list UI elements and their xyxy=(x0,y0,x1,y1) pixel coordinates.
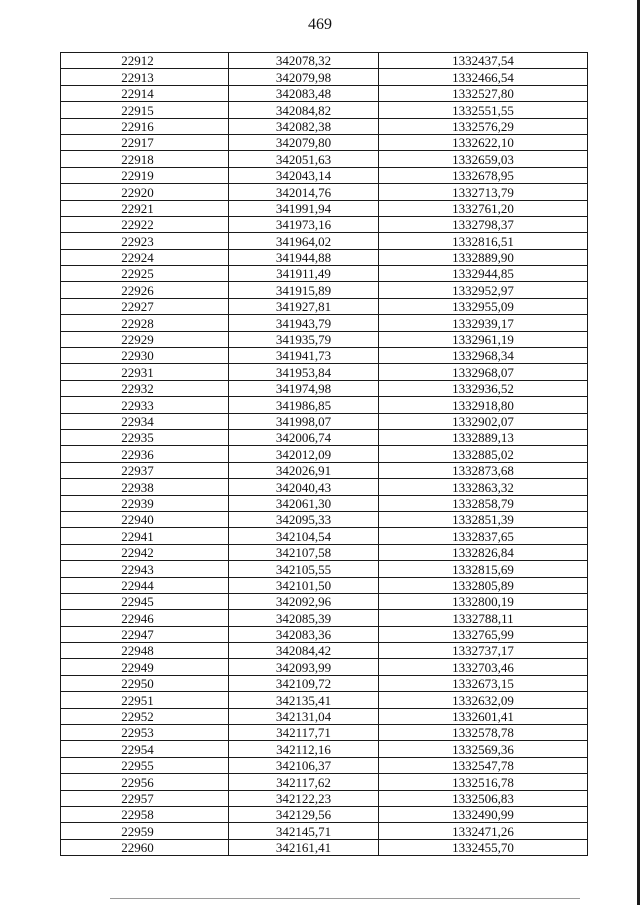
x-coordinate-cell: 342006,74 xyxy=(229,429,379,445)
x-coordinate-cell: 342105,55 xyxy=(229,561,379,577)
table-row xyxy=(61,69,588,85)
y-coordinate-cell: 1332490,99 xyxy=(379,806,588,822)
point-number-cell: 22922 xyxy=(61,216,229,232)
y-coordinate-cell: 1332601,41 xyxy=(379,708,588,724)
point-number-cell: 22936 xyxy=(61,446,229,462)
table-row xyxy=(61,282,588,298)
y-coordinate-cell: 1332798,37 xyxy=(379,216,588,232)
page-number: 469 xyxy=(308,16,332,33)
table-row xyxy=(61,331,588,347)
x-coordinate-cell: 341998,07 xyxy=(229,413,379,429)
y-coordinate-cell: 1332713,79 xyxy=(379,184,588,200)
point-number-cell: 22939 xyxy=(61,495,229,511)
table-row xyxy=(61,167,588,183)
table-row xyxy=(61,118,588,134)
scan-edge-bottom xyxy=(110,898,580,899)
x-coordinate-cell: 342107,58 xyxy=(229,544,379,560)
x-coordinate-cell: 342161,41 xyxy=(229,839,379,855)
y-coordinate-cell: 1332547,78 xyxy=(379,757,588,773)
table-row xyxy=(61,561,588,577)
y-coordinate-cell: 1332788,11 xyxy=(379,610,588,626)
table-row xyxy=(61,643,588,659)
x-coordinate-cell: 342112,16 xyxy=(229,741,379,757)
y-coordinate-cell: 1332918,80 xyxy=(379,397,588,413)
point-number-cell: 22917 xyxy=(61,134,229,150)
y-coordinate-cell: 1332826,84 xyxy=(379,544,588,560)
point-number-cell: 22923 xyxy=(61,233,229,249)
x-coordinate-cell: 342061,30 xyxy=(229,495,379,511)
point-number-cell: 22928 xyxy=(61,315,229,331)
point-number-cell: 22925 xyxy=(61,266,229,282)
x-coordinate-cell: 342104,54 xyxy=(229,528,379,544)
y-coordinate-cell: 1332939,17 xyxy=(379,315,588,331)
x-coordinate-cell: 342043,14 xyxy=(229,167,379,183)
x-coordinate-cell: 341974,98 xyxy=(229,380,379,396)
x-coordinate-cell: 342129,56 xyxy=(229,806,379,822)
y-coordinate-cell: 1332678,95 xyxy=(379,167,588,183)
table-row xyxy=(61,266,588,282)
x-coordinate-cell: 341935,79 xyxy=(229,331,379,347)
x-coordinate-cell: 342117,71 xyxy=(229,725,379,741)
point-number-cell: 22938 xyxy=(61,479,229,495)
point-number-cell: 22912 xyxy=(61,53,229,69)
table-row xyxy=(61,495,588,511)
point-number-cell: 22956 xyxy=(61,774,229,790)
y-coordinate-cell: 1332885,02 xyxy=(379,446,588,462)
y-coordinate-cell: 1332902,07 xyxy=(379,413,588,429)
x-coordinate-cell: 342026,91 xyxy=(229,462,379,478)
table-row xyxy=(61,511,588,527)
x-coordinate-cell: 341911,49 xyxy=(229,266,379,282)
y-coordinate-cell: 1332516,78 xyxy=(379,774,588,790)
point-number-cell: 22951 xyxy=(61,692,229,708)
point-number-cell: 22931 xyxy=(61,364,229,380)
table-row xyxy=(61,790,588,806)
y-coordinate-cell: 1332955,09 xyxy=(379,298,588,314)
table-row xyxy=(61,544,588,560)
y-coordinate-cell: 1332578,78 xyxy=(379,725,588,741)
y-coordinate-cell: 1332506,83 xyxy=(379,790,588,806)
table-row xyxy=(61,429,588,445)
y-coordinate-cell: 1332765,99 xyxy=(379,626,588,642)
table-row xyxy=(61,626,588,642)
point-number-cell: 22932 xyxy=(61,380,229,396)
x-coordinate-cell: 341973,16 xyxy=(229,216,379,232)
table-row xyxy=(61,413,588,429)
point-number-cell: 22959 xyxy=(61,823,229,839)
y-coordinate-cell: 1332527,80 xyxy=(379,85,588,101)
point-number-cell: 22919 xyxy=(61,167,229,183)
y-coordinate-cell: 1332944,85 xyxy=(379,266,588,282)
y-coordinate-cell: 1332805,89 xyxy=(379,577,588,593)
table-row xyxy=(61,593,588,609)
table-row xyxy=(61,577,588,593)
y-coordinate-cell: 1332936,52 xyxy=(379,380,588,396)
point-number-cell: 22933 xyxy=(61,397,229,413)
table-row xyxy=(61,348,588,364)
y-coordinate-cell: 1332622,10 xyxy=(379,134,588,150)
table-row xyxy=(61,184,588,200)
coordinates-table-container xyxy=(60,52,587,856)
y-coordinate-cell: 1332837,65 xyxy=(379,528,588,544)
table-row xyxy=(61,249,588,265)
y-coordinate-cell: 1332873,68 xyxy=(379,462,588,478)
point-number-cell: 22946 xyxy=(61,610,229,626)
point-number-cell: 22953 xyxy=(61,725,229,741)
table-row xyxy=(61,233,588,249)
table-row xyxy=(61,823,588,839)
y-coordinate-cell: 1332968,34 xyxy=(379,348,588,364)
x-coordinate-cell: 342079,80 xyxy=(229,134,379,150)
point-number-cell: 22960 xyxy=(61,839,229,855)
table-row xyxy=(61,839,588,855)
table-row xyxy=(61,757,588,773)
x-coordinate-cell: 341964,02 xyxy=(229,233,379,249)
x-coordinate-cell: 342106,37 xyxy=(229,757,379,773)
table-row xyxy=(61,692,588,708)
point-number-cell: 22942 xyxy=(61,544,229,560)
x-coordinate-cell: 342084,82 xyxy=(229,102,379,118)
table-row xyxy=(61,446,588,462)
x-coordinate-cell: 342084,42 xyxy=(229,643,379,659)
point-number-cell: 22921 xyxy=(61,200,229,216)
point-number-cell: 22955 xyxy=(61,757,229,773)
table-row xyxy=(61,364,588,380)
point-number-cell: 22915 xyxy=(61,102,229,118)
y-coordinate-cell: 1332632,09 xyxy=(379,692,588,708)
x-coordinate-cell: 342012,09 xyxy=(229,446,379,462)
y-coordinate-cell: 1332968,07 xyxy=(379,364,588,380)
x-coordinate-cell: 342122,23 xyxy=(229,790,379,806)
x-coordinate-cell: 341941,73 xyxy=(229,348,379,364)
x-coordinate-cell: 341944,88 xyxy=(229,249,379,265)
x-coordinate-cell: 342083,48 xyxy=(229,85,379,101)
coordinates-table xyxy=(60,52,588,856)
point-number-cell: 22916 xyxy=(61,118,229,134)
point-number-cell: 22957 xyxy=(61,790,229,806)
y-coordinate-cell: 1332952,97 xyxy=(379,282,588,298)
point-number-cell: 22924 xyxy=(61,249,229,265)
x-coordinate-cell: 342083,36 xyxy=(229,626,379,642)
point-number-cell: 22935 xyxy=(61,429,229,445)
x-coordinate-cell: 342109,72 xyxy=(229,675,379,691)
x-coordinate-cell: 342014,76 xyxy=(229,184,379,200)
coordinates-table-body xyxy=(61,53,588,856)
point-number-cell: 22949 xyxy=(61,659,229,675)
point-number-cell: 22954 xyxy=(61,741,229,757)
y-coordinate-cell: 1332455,70 xyxy=(379,839,588,855)
table-row xyxy=(61,675,588,691)
x-coordinate-cell: 342093,99 xyxy=(229,659,379,675)
x-coordinate-cell: 342040,43 xyxy=(229,479,379,495)
y-coordinate-cell: 1332961,19 xyxy=(379,331,588,347)
y-coordinate-cell: 1332703,46 xyxy=(379,659,588,675)
x-coordinate-cell: 341927,81 xyxy=(229,298,379,314)
y-coordinate-cell: 1332889,13 xyxy=(379,429,588,445)
point-number-cell: 22927 xyxy=(61,298,229,314)
table-row xyxy=(61,380,588,396)
y-coordinate-cell: 1332761,20 xyxy=(379,200,588,216)
y-coordinate-cell: 1332551,55 xyxy=(379,102,588,118)
table-row xyxy=(61,397,588,413)
y-coordinate-cell: 1332816,51 xyxy=(379,233,588,249)
table-row xyxy=(61,528,588,544)
table-row xyxy=(61,806,588,822)
y-coordinate-cell: 1332851,39 xyxy=(379,511,588,527)
x-coordinate-cell: 342085,39 xyxy=(229,610,379,626)
point-number-cell: 22920 xyxy=(61,184,229,200)
x-coordinate-cell: 341943,79 xyxy=(229,315,379,331)
y-coordinate-cell: 1332673,15 xyxy=(379,675,588,691)
y-coordinate-cell: 1332576,29 xyxy=(379,118,588,134)
y-coordinate-cell: 1332569,36 xyxy=(379,741,588,757)
point-number-cell: 22947 xyxy=(61,626,229,642)
x-coordinate-cell: 341915,89 xyxy=(229,282,379,298)
table-row xyxy=(61,479,588,495)
table-row xyxy=(61,200,588,216)
table-row xyxy=(61,216,588,232)
y-coordinate-cell: 1332737,17 xyxy=(379,643,588,659)
y-coordinate-cell: 1332800,19 xyxy=(379,593,588,609)
y-coordinate-cell: 1332863,32 xyxy=(379,479,588,495)
table-row xyxy=(61,725,588,741)
table-row xyxy=(61,102,588,118)
y-coordinate-cell: 1332466,54 xyxy=(379,69,588,85)
table-row xyxy=(61,134,588,150)
point-number-cell: 22913 xyxy=(61,69,229,85)
table-row xyxy=(61,151,588,167)
x-coordinate-cell: 341991,94 xyxy=(229,200,379,216)
point-number-cell: 22937 xyxy=(61,462,229,478)
point-number-cell: 22943 xyxy=(61,561,229,577)
point-number-cell: 22958 xyxy=(61,806,229,822)
x-coordinate-cell: 342117,62 xyxy=(229,774,379,790)
x-coordinate-cell: 342095,33 xyxy=(229,511,379,527)
point-number-cell: 22914 xyxy=(61,85,229,101)
table-row xyxy=(61,53,588,69)
x-coordinate-cell: 342135,41 xyxy=(229,692,379,708)
table-row xyxy=(61,85,588,101)
x-coordinate-cell: 342079,98 xyxy=(229,69,379,85)
y-coordinate-cell: 1332815,69 xyxy=(379,561,588,577)
y-coordinate-cell: 1332471,26 xyxy=(379,823,588,839)
table-row xyxy=(61,708,588,724)
y-coordinate-cell: 1332858,79 xyxy=(379,495,588,511)
table-row xyxy=(61,774,588,790)
y-coordinate-cell: 1332437,54 xyxy=(379,53,588,69)
point-number-cell: 22940 xyxy=(61,511,229,527)
x-coordinate-cell: 342051,63 xyxy=(229,151,379,167)
point-number-cell: 22952 xyxy=(61,708,229,724)
point-number-cell: 22929 xyxy=(61,331,229,347)
table-row xyxy=(61,298,588,314)
x-coordinate-cell: 342082,38 xyxy=(229,118,379,134)
table-row xyxy=(61,659,588,675)
table-row xyxy=(61,462,588,478)
point-number-cell: 22926 xyxy=(61,282,229,298)
point-number-cell: 22945 xyxy=(61,593,229,609)
x-coordinate-cell: 341986,85 xyxy=(229,397,379,413)
point-number-cell: 22944 xyxy=(61,577,229,593)
point-number-cell: 22934 xyxy=(61,413,229,429)
table-row xyxy=(61,741,588,757)
point-number-cell: 22941 xyxy=(61,528,229,544)
x-coordinate-cell: 342101,50 xyxy=(229,577,379,593)
x-coordinate-cell: 342145,71 xyxy=(229,823,379,839)
point-number-cell: 22918 xyxy=(61,151,229,167)
x-coordinate-cell: 342078,32 xyxy=(229,53,379,69)
point-number-cell: 22948 xyxy=(61,643,229,659)
y-coordinate-cell: 1332889,90 xyxy=(379,249,588,265)
table-row xyxy=(61,610,588,626)
x-coordinate-cell: 342092,96 xyxy=(229,593,379,609)
y-coordinate-cell: 1332659,03 xyxy=(379,151,588,167)
point-number-cell: 22950 xyxy=(61,675,229,691)
point-number-cell: 22930 xyxy=(61,348,229,364)
x-coordinate-cell: 342131,04 xyxy=(229,708,379,724)
table-row xyxy=(61,315,588,331)
x-coordinate-cell: 341953,84 xyxy=(229,364,379,380)
